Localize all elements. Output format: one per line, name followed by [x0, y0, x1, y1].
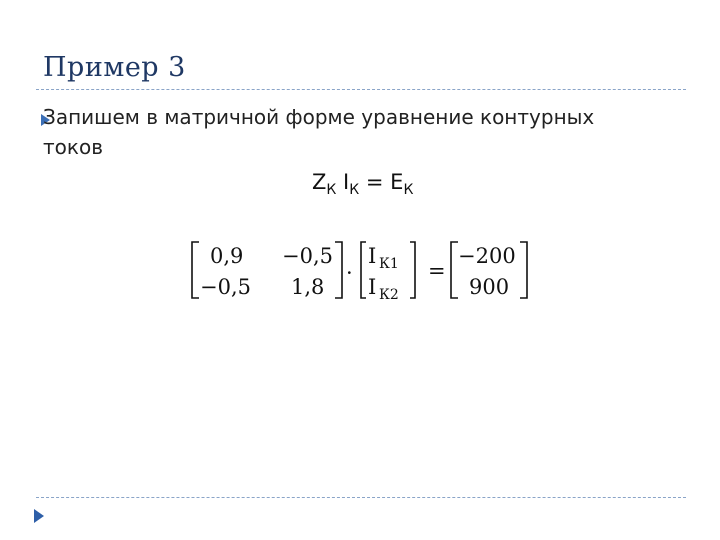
i-vector-right-bracket [410, 242, 415, 298]
z-matrix-cell-11: 0,9 [210, 244, 244, 268]
formula-equals: = [365, 170, 384, 194]
z-matrix-cell-21: −0,5 [200, 275, 251, 299]
matrix-equation-svg [190, 240, 535, 303]
i-vector-1-symbol: I [368, 244, 377, 268]
z-matrix-cell-12: −0,5 [282, 244, 333, 268]
e-vector-left-bracket [451, 242, 458, 298]
nav-arrow-icon[interactable] [34, 509, 44, 523]
formula-i: I [343, 170, 350, 194]
matrix-equals: = [428, 259, 446, 283]
z-matrix-right-bracket [335, 242, 342, 298]
footer-divider [36, 497, 686, 498]
i-vector-left-bracket [361, 242, 366, 298]
matrix-equation [190, 240, 535, 303]
body-text: Запишем в матричной форме уравнение контурных токов [43, 105, 595, 159]
title-divider [36, 89, 686, 90]
i-vector-2-sub: К2 [379, 287, 399, 303]
formula-e: E [390, 170, 404, 194]
z-matrix-cell-22: 1,8 [291, 275, 325, 299]
e-vector-right-bracket [520, 242, 527, 298]
i-vector-2-symbol: I [368, 275, 377, 299]
formula-z: Z [312, 170, 327, 194]
i-vector-1-sub: К1 [379, 256, 399, 272]
formula-e-sub: К [403, 182, 414, 198]
formula-i-sub: К [349, 182, 360, 198]
slide-title: Пример 3 [43, 52, 186, 83]
e-vector-2: 900 [469, 275, 510, 299]
formula-zi-e [312, 170, 414, 198]
e-vector-1: −200 [458, 244, 516, 268]
formula-z-sub: К [326, 182, 337, 198]
z-matrix-left-bracket [192, 242, 199, 298]
matrix-dot: · [346, 261, 353, 285]
